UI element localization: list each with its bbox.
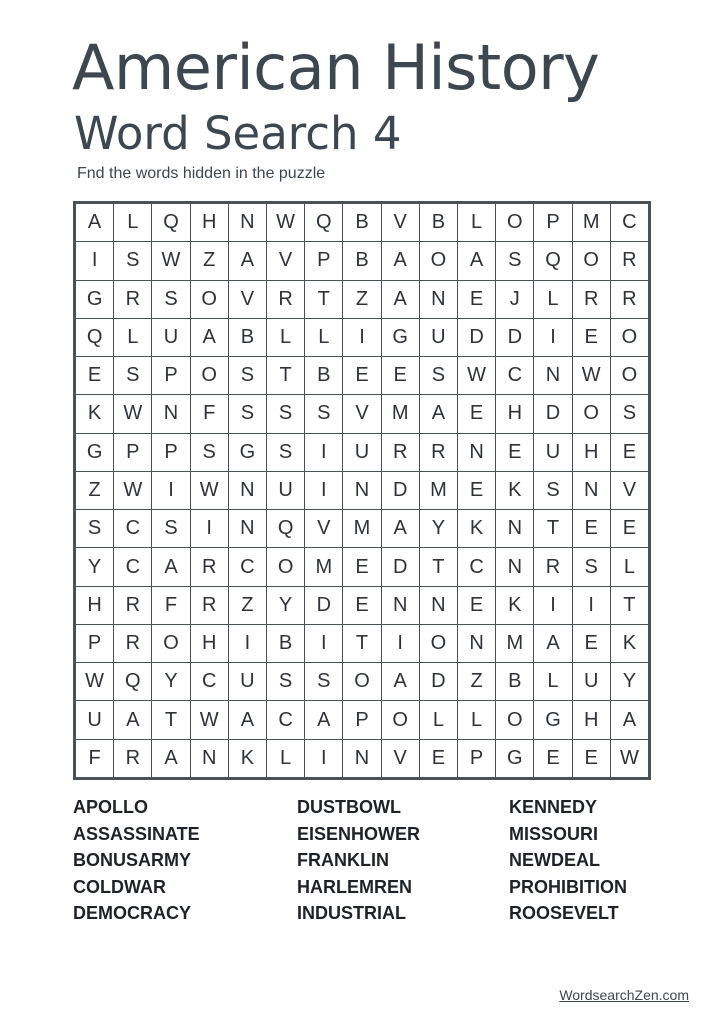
word-list-item: PROHIBITION <box>509 876 628 897</box>
grid-cell[interactable]: E <box>573 319 610 356</box>
grid-cell[interactable]: H <box>573 434 610 471</box>
word-list-item: EISENHOWER <box>297 823 421 844</box>
grid-cell[interactable]: E <box>573 740 610 777</box>
grid-cell[interactable]: I <box>191 510 228 547</box>
grid-cell[interactable]: U <box>229 663 266 700</box>
grid-cell[interactable]: O <box>496 701 533 738</box>
grid-cell[interactable]: A <box>382 281 419 318</box>
grid-cell[interactable]: T <box>420 548 457 585</box>
grid-cell[interactable]: L <box>114 204 151 241</box>
grid-cell[interactable]: N <box>534 357 571 394</box>
grid-cell[interactable]: L <box>305 319 342 356</box>
grid-cell[interactable]: W <box>458 357 495 394</box>
grid-cell[interactable]: P <box>458 740 495 777</box>
grid-cell[interactable]: O <box>267 548 304 585</box>
word-list-item: BONUSARMY <box>73 850 192 870</box>
grid-cell[interactable]: A <box>382 510 419 547</box>
grid-cell[interactable]: G <box>382 319 419 356</box>
grid-cell[interactable]: N <box>496 510 533 547</box>
grid-cell[interactable]: C <box>496 357 533 394</box>
grid-cell[interactable]: D <box>458 319 495 356</box>
grid-cell[interactable]: T <box>343 625 380 662</box>
grid-cell[interactable]: E <box>611 434 648 471</box>
grid-cell[interactable]: S <box>267 663 304 700</box>
grid-cell[interactable]: C <box>229 548 266 585</box>
grid-cell[interactable]: O <box>573 395 610 432</box>
grid-cell[interactable]: J <box>496 281 533 318</box>
grid-cell[interactable]: R <box>382 434 419 471</box>
grid-cell[interactable]: M <box>382 395 419 432</box>
grid-cell[interactable]: U <box>534 434 571 471</box>
grid-cell[interactable]: Q <box>152 204 189 241</box>
grid-cell[interactable]: G <box>76 281 113 318</box>
grid-cell[interactable]: U <box>573 663 610 700</box>
grid-cell[interactable]: H <box>191 204 228 241</box>
grid-cell[interactable]: L <box>420 701 457 738</box>
grid-cell[interactable]: G <box>496 740 533 777</box>
grid-cell[interactable]: Y <box>267 587 304 624</box>
grid-cell[interactable]: I <box>305 740 342 777</box>
grid-cell[interactable]: Y <box>420 510 457 547</box>
grid-cell[interactable]: W <box>611 740 648 777</box>
grid-cell[interactable]: Z <box>76 472 113 509</box>
grid-cell[interactable]: I <box>305 625 342 662</box>
grid-cell[interactable]: C <box>267 701 304 738</box>
grid-cell[interactable]: Z <box>458 663 495 700</box>
grid-cell[interactable]: O <box>191 357 228 394</box>
grid-cell[interactable]: W <box>114 395 151 432</box>
grid-cell[interactable]: N <box>458 625 495 662</box>
word-list-item: DUSTBOWL <box>297 797 401 817</box>
grid-cell[interactable]: V <box>382 740 419 777</box>
word-list-item: NEWDEAL <box>509 850 600 870</box>
grid-cell[interactable]: I <box>343 319 380 356</box>
grid-cell[interactable]: A <box>611 701 648 738</box>
page-subtitle-title: Word Search 4 <box>74 107 402 160</box>
grid-cell[interactable]: T <box>611 587 648 624</box>
grid-cell[interactable]: A <box>191 319 228 356</box>
grid-cell[interactable]: I <box>534 587 571 624</box>
grid-cell[interactable]: K <box>76 395 113 432</box>
grid-cell[interactable]: Z <box>229 587 266 624</box>
grid-cell[interactable]: A <box>458 242 495 279</box>
grid-cell[interactable]: E <box>573 625 610 662</box>
grid-cell[interactable]: R <box>114 587 151 624</box>
grid-cell[interactable]: C <box>611 204 648 241</box>
grid-cell[interactable]: R <box>611 242 648 279</box>
grid-cell[interactable]: K <box>611 625 648 662</box>
word-list-item: DEMOCRACY <box>73 903 192 923</box>
footer-link[interactable]: WordsearchZen.com <box>559 987 689 1003</box>
grid-cell[interactable]: N <box>229 204 266 241</box>
grid-cell[interactable]: A <box>420 395 457 432</box>
grid-cell[interactable]: B <box>343 242 380 279</box>
grid-cell[interactable]: R <box>191 548 228 585</box>
grid-cell[interactable]: S <box>229 357 266 394</box>
grid-cell[interactable]: Q <box>534 242 571 279</box>
grid-cell[interactable]: Y <box>152 663 189 700</box>
word-list-column-3 <box>509 794 627 927</box>
grid-cell[interactable]: D <box>534 395 571 432</box>
grid-cell[interactable]: V <box>267 242 304 279</box>
grid-cell[interactable]: W <box>152 242 189 279</box>
grid-cell[interactable]: R <box>114 625 151 662</box>
word-list-item: INDUSTRIAL <box>297 903 406 923</box>
grid-cell[interactable]: E <box>458 472 495 509</box>
grid-cell[interactable]: S <box>267 434 304 471</box>
grid-cell[interactable]: A <box>382 242 419 279</box>
grid-cell[interactable]: G <box>229 434 266 471</box>
grid-cell[interactable]: K <box>496 472 533 509</box>
grid-cell[interactable]: M <box>343 510 380 547</box>
grid-cell[interactable]: R <box>114 740 151 777</box>
grid-cell[interactable]: C <box>191 663 228 700</box>
grid-cell[interactable]: R <box>420 434 457 471</box>
grid-cell[interactable]: B <box>229 319 266 356</box>
grid-cell[interactable]: R <box>267 281 304 318</box>
grid-cell[interactable]: O <box>420 625 457 662</box>
grid-cell[interactable]: U <box>152 319 189 356</box>
word-list-item: COLDWAR <box>73 876 166 897</box>
puzzle-grid <box>76 204 648 777</box>
grid-cell[interactable]: P <box>305 242 342 279</box>
word-list-item: FRANKLIN <box>297 850 389 870</box>
grid-cell[interactable]: Z <box>343 281 380 318</box>
grid-cell[interactable]: O <box>382 701 419 738</box>
grid-cell[interactable]: N <box>496 548 533 585</box>
grid-cell[interactable]: P <box>534 204 571 241</box>
grid-cell[interactable]: A <box>76 204 113 241</box>
grid-cell[interactable]: Q <box>76 319 113 356</box>
grid-cell[interactable]: E <box>420 740 457 777</box>
grid-cell[interactable]: D <box>305 587 342 624</box>
grid-cell[interactable]: I <box>152 472 189 509</box>
page-title: American History <box>72 31 600 104</box>
grid-cell[interactable]: E <box>76 357 113 394</box>
grid-cell[interactable]: U <box>420 319 457 356</box>
grid-cell[interactable]: A <box>305 701 342 738</box>
grid-cell[interactable]: O <box>611 357 648 394</box>
grid-cell[interactable]: B <box>496 663 533 700</box>
grid-cell[interactable]: O <box>496 204 533 241</box>
grid-cell[interactable]: H <box>191 625 228 662</box>
grid-cell[interactable]: A <box>229 701 266 738</box>
grid-cell[interactable]: O <box>420 242 457 279</box>
grid-cell[interactable]: A <box>152 740 189 777</box>
grid-cell[interactable]: S <box>152 510 189 547</box>
grid-cell[interactable]: E <box>343 357 380 394</box>
grid-cell[interactable]: N <box>382 587 419 624</box>
grid-cell[interactable]: R <box>114 281 151 318</box>
grid-cell[interactable]: S <box>229 395 266 432</box>
instructions-text: Fnd the words hidden in the puzzle <box>77 165 326 182</box>
grid-cell[interactable]: S <box>573 548 610 585</box>
grid-cell[interactable]: L <box>458 701 495 738</box>
grid-cell[interactable]: V <box>305 510 342 547</box>
grid-cell[interactable]: P <box>114 434 151 471</box>
grid-cell[interactable]: P <box>76 625 113 662</box>
word-list-item: APOLLO <box>73 797 148 817</box>
grid-cell[interactable]: P <box>152 434 189 471</box>
grid-cell[interactable]: K <box>458 510 495 547</box>
grid-cell[interactable]: D <box>496 319 533 356</box>
grid-cell[interactable]: L <box>534 663 571 700</box>
grid-cell[interactable]: V <box>229 281 266 318</box>
grid-cell[interactable]: H <box>76 587 113 624</box>
grid-cell[interactable]: N <box>229 472 266 509</box>
grid-cell[interactable]: V <box>382 204 419 241</box>
grid-cell[interactable]: F <box>76 740 113 777</box>
grid-cell[interactable]: E <box>458 587 495 624</box>
grid-cell[interactable]: Y <box>611 663 648 700</box>
grid-cell[interactable]: B <box>420 204 457 241</box>
grid-cell[interactable]: D <box>382 548 419 585</box>
word-list-item: HARLEMREN <box>297 876 412 897</box>
grid-cell[interactable]: E <box>343 587 380 624</box>
grid-cell[interactable]: W <box>267 204 304 241</box>
word-list-item: KENNEDY <box>509 797 598 817</box>
grid-cell[interactable]: S <box>305 395 342 432</box>
grid-cell[interactable]: N <box>420 281 457 318</box>
grid-cell[interactable]: E <box>458 281 495 318</box>
grid-cell[interactable]: T <box>267 357 304 394</box>
grid-cell[interactable]: W <box>191 472 228 509</box>
grid-cell[interactable]: C <box>114 548 151 585</box>
grid-cell[interactable]: A <box>229 242 266 279</box>
grid-cell[interactable]: I <box>382 625 419 662</box>
grid-cell[interactable]: A <box>114 701 151 738</box>
grid-cell[interactable]: E <box>458 395 495 432</box>
grid-cell[interactable]: E <box>382 357 419 394</box>
grid-cell[interactable]: S <box>305 663 342 700</box>
grid-cell[interactable]: G <box>76 434 113 471</box>
grid-cell[interactable]: L <box>534 281 571 318</box>
grid-cell[interactable]: S <box>420 357 457 394</box>
grid-cell[interactable]: L <box>267 740 304 777</box>
grid-cell[interactable]: U <box>76 701 113 738</box>
grid-cell[interactable]: V <box>343 395 380 432</box>
word-list-item: MISSOURI <box>509 823 599 844</box>
grid-cell[interactable]: C <box>458 548 495 585</box>
word-list-column-1 <box>73 794 200 927</box>
grid-cell[interactable]: O <box>152 625 189 662</box>
grid-cell[interactable]: A <box>534 625 571 662</box>
grid-cell[interactable]: M <box>496 625 533 662</box>
grid-cell[interactable]: L <box>458 204 495 241</box>
grid-cell[interactable]: T <box>305 281 342 318</box>
grid-cell[interactable]: K <box>496 587 533 624</box>
grid-cell[interactable]: S <box>114 357 151 394</box>
grid-cell[interactable]: R <box>191 587 228 624</box>
grid-cell[interactable]: N <box>458 434 495 471</box>
grid-cell[interactable]: R <box>573 281 610 318</box>
grid-cell[interactable]: H <box>496 395 533 432</box>
grid-cell[interactable]: O <box>343 663 380 700</box>
grid-cell[interactable]: E <box>496 434 533 471</box>
grid-cell[interactable]: D <box>420 663 457 700</box>
grid-cell[interactable]: B <box>305 357 342 394</box>
grid-cell[interactable]: T <box>152 701 189 738</box>
grid-cell[interactable]: S <box>76 510 113 547</box>
grid-cell[interactable]: I <box>573 587 610 624</box>
grid-cell[interactable]: P <box>152 357 189 394</box>
grid-cell[interactable]: W <box>76 663 113 700</box>
grid-cell[interactable]: A <box>382 663 419 700</box>
grid-cell[interactable]: Z <box>191 242 228 279</box>
grid-cell[interactable]: I <box>305 434 342 471</box>
grid-cell[interactable]: G <box>534 701 571 738</box>
grid-cell[interactable]: O <box>611 319 648 356</box>
grid-cell[interactable]: E <box>573 510 610 547</box>
grid-cell[interactable]: E <box>611 510 648 547</box>
word-list-item: ROOSEVELT <box>509 903 619 923</box>
grid-cell[interactable]: U <box>267 472 304 509</box>
grid-cell[interactable]: B <box>343 204 380 241</box>
word-list-item: ASSASSINATE <box>73 823 200 844</box>
grid-cell[interactable]: N <box>573 472 610 509</box>
grid-cell[interactable]: Y <box>76 548 113 585</box>
grid-cell[interactable]: B <box>267 625 304 662</box>
grid-cell[interactable]: S <box>611 395 648 432</box>
grid-cell[interactable]: I <box>229 625 266 662</box>
grid-cell[interactable]: W <box>573 357 610 394</box>
grid-cell[interactable]: S <box>191 434 228 471</box>
grid-cell[interactable]: H <box>573 701 610 738</box>
grid-cell[interactable]: S <box>534 472 571 509</box>
grid-cell[interactable]: R <box>534 548 571 585</box>
grid-cell[interactable]: S <box>267 395 304 432</box>
grid-cell[interactable]: D <box>382 472 419 509</box>
grid-cell[interactable]: I <box>305 472 342 509</box>
grid-cell[interactable]: M <box>420 472 457 509</box>
grid-cell[interactable]: N <box>229 510 266 547</box>
grid-cell[interactable]: S <box>114 242 151 279</box>
grid-cell[interactable]: N <box>152 395 189 432</box>
grid-cell[interactable]: O <box>573 242 610 279</box>
grid-cell[interactable]: A <box>152 548 189 585</box>
grid-cell[interactable]: E <box>534 740 571 777</box>
grid-cell[interactable]: Q <box>305 204 342 241</box>
grid-cell[interactable]: N <box>343 472 380 509</box>
grid-cell[interactable]: F <box>191 395 228 432</box>
grid-cell[interactable]: I <box>76 242 113 279</box>
grid-cell[interactable]: F <box>152 587 189 624</box>
grid-cell[interactable]: S <box>496 242 533 279</box>
grid-cell[interactable]: M <box>305 548 342 585</box>
grid-cell[interactable]: W <box>114 472 151 509</box>
grid-cell[interactable]: Q <box>267 510 304 547</box>
grid-cell[interactable]: E <box>343 548 380 585</box>
grid-cell[interactable]: S <box>152 281 189 318</box>
grid-cell[interactable]: R <box>611 281 648 318</box>
grid-cell[interactable]: M <box>573 204 610 241</box>
grid-cell[interactable]: U <box>343 434 380 471</box>
grid-cell[interactable]: C <box>114 510 151 547</box>
grid-cell[interactable]: L <box>267 319 304 356</box>
grid-cell[interactable]: Q <box>114 663 151 700</box>
grid-cell[interactable]: T <box>534 510 571 547</box>
grid-cell[interactable]: N <box>420 587 457 624</box>
grid-cell[interactable]: L <box>611 548 648 585</box>
grid-cell[interactable]: N <box>191 740 228 777</box>
grid-cell[interactable]: I <box>534 319 571 356</box>
grid-cell[interactable]: O <box>191 281 228 318</box>
grid-cell[interactable]: V <box>611 472 648 509</box>
grid-cell[interactable]: K <box>229 740 266 777</box>
grid-cell[interactable]: P <box>343 701 380 738</box>
puzzle-frame <box>73 201 651 780</box>
grid-cell[interactable]: N <box>343 740 380 777</box>
grid-cell[interactable]: W <box>191 701 228 738</box>
grid-cell[interactable]: L <box>114 319 151 356</box>
word-list-column-2 <box>297 794 420 927</box>
